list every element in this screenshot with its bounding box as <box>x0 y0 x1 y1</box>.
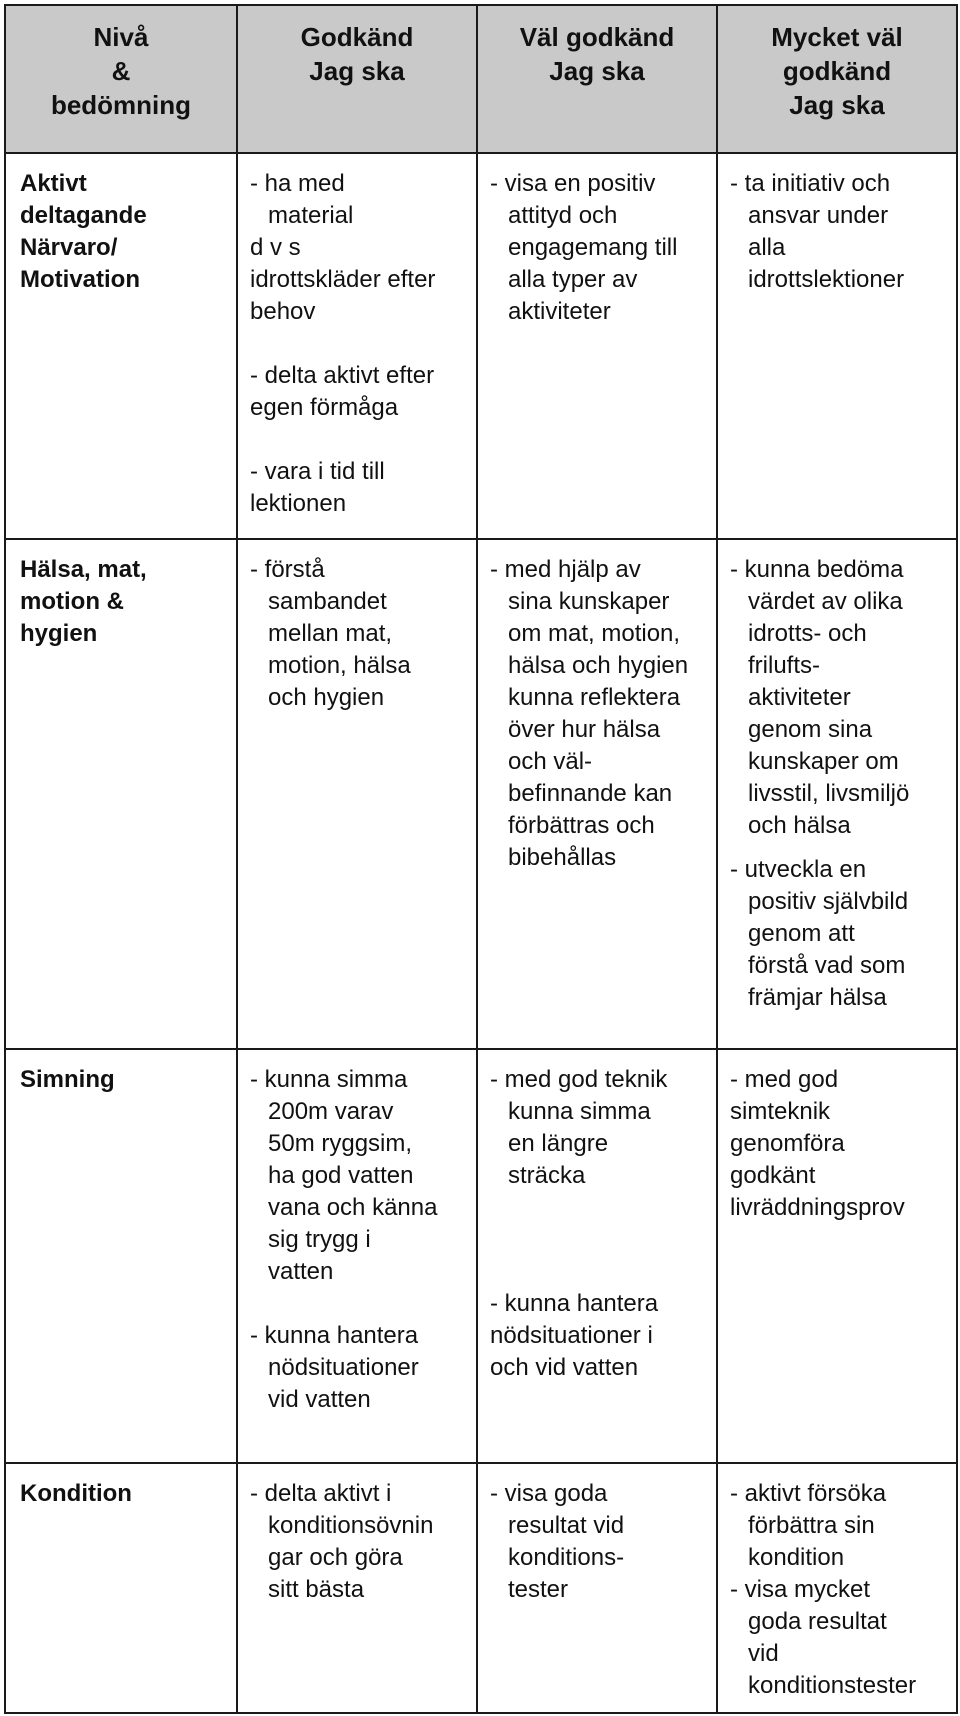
grading-table <box>4 4 958 1714</box>
cell-val-godkand <box>477 1049 717 1463</box>
header-row <box>5 5 957 153</box>
criterion-item: - visa en positiv attityd och engagemang till alla typer av aktiviteter <box>490 170 678 325</box>
cell-mycket-val-godkand <box>717 153 957 539</box>
criterion-item: - kunna hantera nödsituationer vid vatten <box>250 1322 419 1413</box>
header-mycket-val-godkand: Mycket väl godkänd Jag ska <box>717 5 957 153</box>
row-label: Hälsa, mat, motion & hygien <box>5 539 237 1049</box>
cell-godkand <box>237 1463 477 1713</box>
cell-godkand <box>237 1049 477 1463</box>
criterion-item: - kunna simma 200m varav 50m ryggsim, ha god vatten vana och känna sig trygg i vatten <box>250 1066 438 1285</box>
criterion-item: - förstå sambandet mellan mat, motion, hälsa och hygien <box>250 556 411 711</box>
cell-mycket-val-godkand <box>717 539 957 1049</box>
row-simning <box>5 1049 957 1463</box>
header-level-assessment: Nivå & bedömning <box>5 5 237 153</box>
cell-godkand <box>237 539 477 1049</box>
criterion-item: - med god simteknik genomföra godkänt livräddningsprov <box>730 1066 905 1221</box>
cell-val-godkand <box>477 1463 717 1713</box>
cell-godkand <box>237 153 477 539</box>
row-label: Simning <box>5 1049 237 1463</box>
criterion-item: - med god teknik kunna simma en längre sträcka <box>490 1066 668 1189</box>
row-aktivt-deltagande <box>5 153 957 539</box>
criterion-item: - visa goda resultat vid konditions- tester <box>490 1480 625 1603</box>
criterion-item: - aktivt försöka förbättra sin kondition <box>730 1480 887 1571</box>
cell-mycket-val-godkand <box>717 1049 957 1463</box>
criterion-item: - delta aktivt i konditionsövnin gar och göra sitt bästa <box>250 1480 434 1603</box>
row-label: Aktivt deltagande Närvaro/ Motivation <box>5 153 237 539</box>
criterion-item: - visa mycket goda resultat vid konditionstester <box>730 1576 917 1699</box>
criterion-item: - delta aktivt efter egen förmåga <box>250 362 435 421</box>
row-halsa <box>5 539 957 1049</box>
criterion-item: - kunna bedöma värdet av olika idrotts- och frilufts- aktiviteter genom sina kunskaper om livsstil, livsmiljö och hälsa <box>730 556 910 839</box>
criterion-item: - ta initiativ och ansvar under alla idrottslektioner <box>730 170 905 293</box>
header-val-godkand: Väl godkänd Jag ska <box>477 5 717 153</box>
row-kondition <box>5 1463 957 1713</box>
header-godkand: Godkänd Jag ska <box>237 5 477 153</box>
criterion-item: - kunna hantera nödsituationer i och vid vatten <box>490 1290 659 1381</box>
criterion-item: - utveckla en positiv självbild genom att förstå vad som främjar hälsa <box>730 856 909 1011</box>
criterion-item: - ha med material d v s idrottskläder efter behov <box>250 170 436 325</box>
cell-val-godkand <box>477 539 717 1049</box>
criterion-item: - med hjälp av sina kunskaper om mat, motion, hälsa och hygien kunna reflektera över hur hälsa och väl- befinnande kan förbättras och bibehållas <box>490 556 689 871</box>
cell-val-godkand <box>477 153 717 539</box>
cell-mycket-val-godkand <box>717 1463 957 1713</box>
row-label: Kondition <box>5 1463 237 1713</box>
criterion-item: - vara i tid till lektionen <box>250 458 385 517</box>
